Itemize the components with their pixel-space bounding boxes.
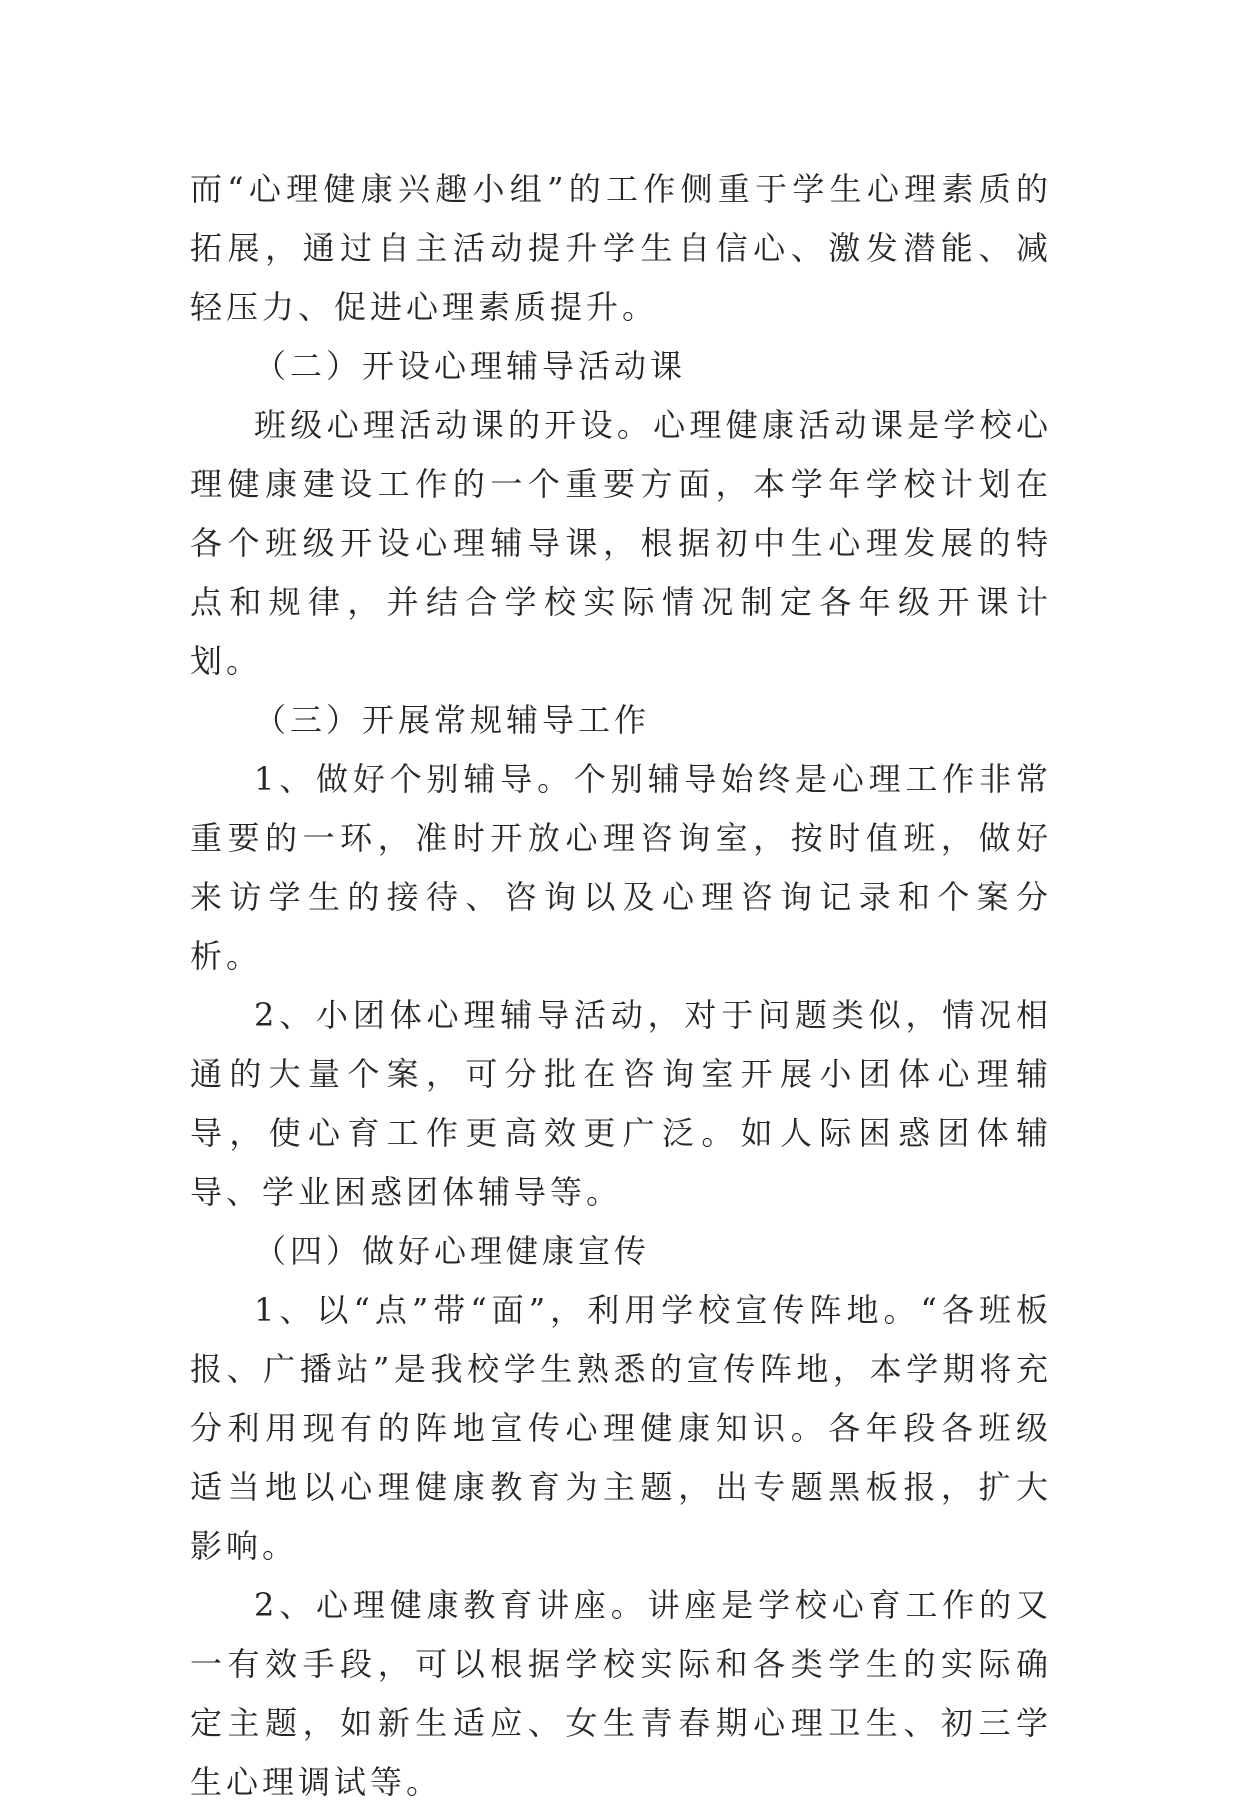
paragraph-publicity-positions: 1、以“点”带“面”，利用学校宣传阵地。“各班板报、广播站”是我校学生熟悉的宣传阵地，本学期将充分利用现有的阵地宣传心理健康知识。各年段各班级适当地以心理健康教育为主题，出专题黑板报，扩大影响。 [190,1291,1052,1565]
section-heading-4: （四）做好心理健康宣传 [254,1232,651,1270]
paragraph-group-counseling: 2、小团体心理辅导活动，对于问题类似，情况相通的大量个案，可分批在咨询室开展小团体心理辅导，使心育工作更高效更广泛。如人际困惑团体辅导、学业困惑团体辅导等。 [190,996,1052,1211]
paragraph-class-activity: 班级心理活动课的开设。心理健康活动课是学校心理健康建设工作的一个重要方面，本学年学校计划在各个班级开设心理辅导课，根据初中生心理发展的特点和规律，并结合学校实际情况制定各年级开课计划。 [190,406,1052,680]
document-body [190,160,1052,1812]
section-heading-3: （三）开展常规辅导工作 [254,701,651,739]
section-heading-2: （二）开设心理辅导活动课 [254,347,687,385]
paragraph-continued: 而“心理健康兴趣小组”的工作侧重于学生心理素质的拓展，通过自主活动提升学生自信心、激发潜能、减轻压力、促进心理素质提升。 [190,170,1052,326]
paragraph-lectures: 2、心理健康教育讲座。讲座是学校心育工作的又一有效手段，可以根据学校实际和各类学生的实际确定主题，如新生适应、女生青春期心理卫生、初三学生心理调试等。 [190,1586,1052,1801]
paragraph-individual-counseling: 1、做好个别辅导。个别辅导始终是心理工作非常重要的一环，准时开放心理咨询室，按时值班，做好来访学生的接待、咨询以及心理咨询记录和个案分析。 [190,760,1052,975]
